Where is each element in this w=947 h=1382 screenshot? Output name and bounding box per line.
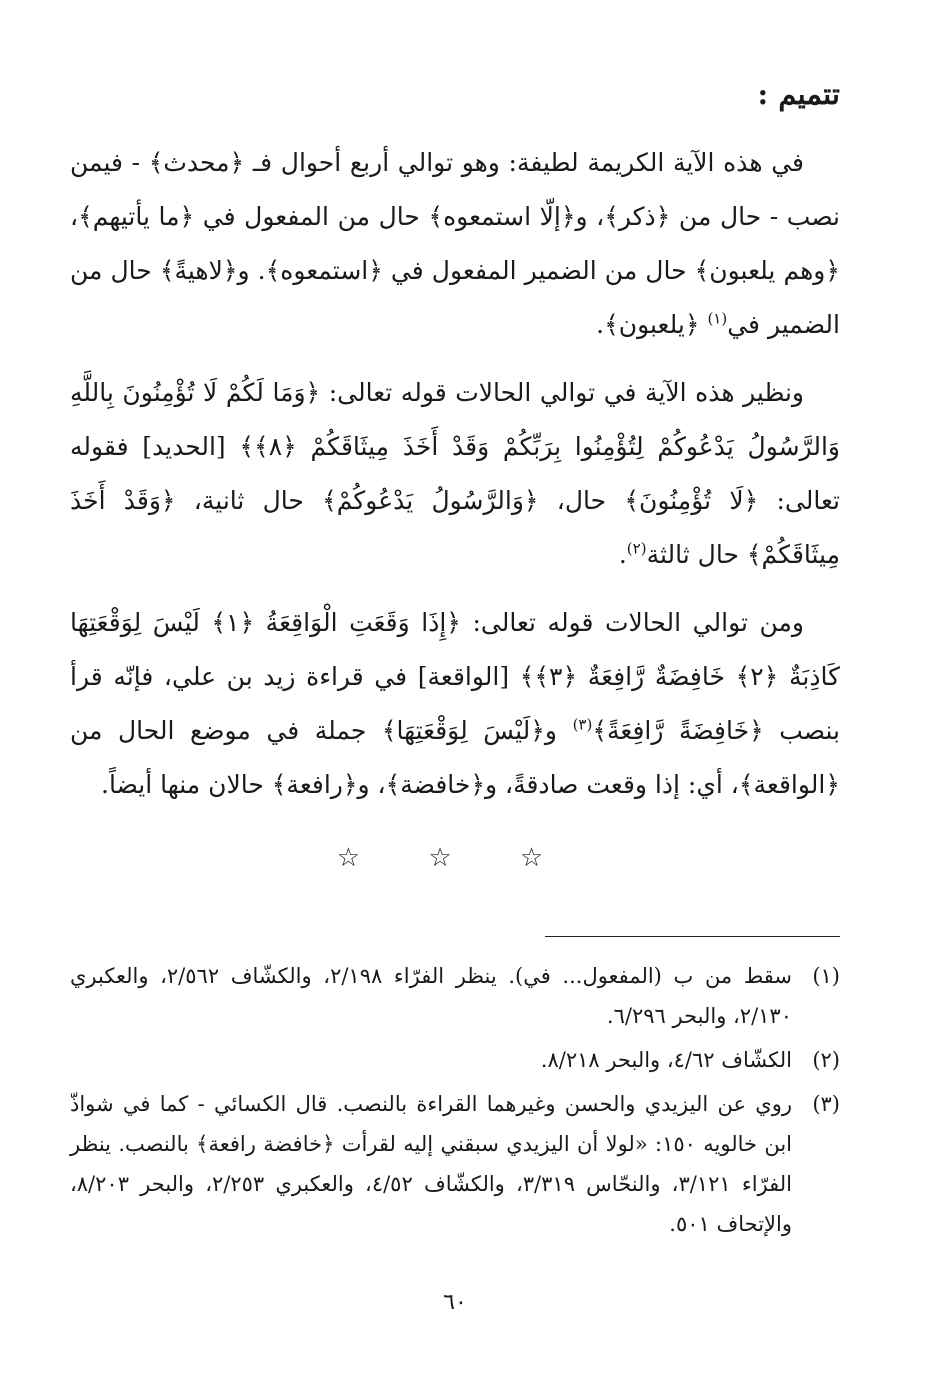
page bbox=[70, 70, 840, 1320]
footnote-divider bbox=[545, 936, 840, 937]
paragraph-1 bbox=[70, 136, 840, 352]
footnote-2 bbox=[70, 1040, 840, 1080]
paragraph-3-text: ومن توالي الحالات قوله تعالى: ﴿إِذَا وَقَعَتِ الْوَاقِعَةُ ﴿١﴾ لَيْسَ لِوَقْعَتِهَا كَاذِبَةٌ ﴿٢﴾ خَافِضَةٌ رَّافِعَةٌ ﴿٣﴾﴾ [الواقعة] في قراءة زيد بن علي، فإنّه قرأ بنصب ﴿خَافِضَةً رَّافِعَةً﴾ bbox=[70, 608, 840, 745]
paragraph-3-end: و﴿لَيْسَ لِوَقْعَتِهَا﴾ جملة في موضع الحال من ﴿الواقعة﴾، أي: إذا وقعت صادقةً، و﴿خافضة﴾، و﴿رافعة﴾ حالان منها أيضاً. bbox=[70, 716, 840, 799]
section-heading: تتميم : bbox=[757, 77, 840, 111]
footnote-number: (١) bbox=[812, 964, 840, 988]
paragraph-1-end: ﴿يلعبون﴾. bbox=[596, 310, 700, 339]
page-number: ٦٠ bbox=[443, 1290, 467, 1315]
footnote-ref-3: (٣) bbox=[572, 715, 593, 734]
section-separator-stars: ☆ ☆ ☆ bbox=[336, 843, 574, 873]
footnote-number: (٢) bbox=[812, 1048, 840, 1072]
footnote-text: سقط من ب (المفعول... في). ينظر الفرّاء ٢/١٩٨، والكشّاف ٢/٥٦٢، والعكبري ٢/١٣٠، والبحر ٦/٢٩٦. bbox=[70, 964, 792, 1028]
footnote-text: الكشّاف ٤/٦٢، والبحر ٨/٢١٨. bbox=[540, 1048, 792, 1072]
paragraph-2-end: . bbox=[618, 540, 627, 569]
footnote-3 bbox=[70, 1084, 840, 1244]
footnote-text: روي عن اليزيدي والحسن وغيرهما القراءة بالنصب. قال الكسائي - كما في شواذّ ابن خالويه ١٥٠: «لولا أن اليزيدي سبقني إليه لقرأت ﴿خافضة رافعة﴾ بالنصب. ينظر الفرّاء ٣/١٢١، والنحّاس ٣/٣١٩، والكشّاف ٤/٥٢، والعكبري ٢/٢٥٣، والبحر ٨/٢٠٣، والإتحاف ٥٠١. bbox=[70, 1092, 792, 1236]
paragraph-2 bbox=[70, 366, 840, 582]
footnote-number: (٣) bbox=[812, 1092, 840, 1116]
footnotes bbox=[70, 956, 840, 1248]
footnote-1 bbox=[70, 956, 840, 1036]
paragraph-2-text: ونظير هذه الآية في توالي الحالات قوله تعالى: ﴿وَمَا لَكُمْ لَا تُؤْمِنُونَ بِاللَّهِ وَالرَّسُولُ يَدْعُوكُمْ لِتُؤْمِنُوا بِرَبِّكُمْ وَقَدْ أَخَذَ مِيثَاقَكُمْ ﴿٨﴾﴾ [الحديد] فقوله تعالى: ﴿لَا تُؤْمِنُونَ﴾ حال، ﴿وَالرَّسُولُ يَدْعُوكُمْ﴾ حال ثانية، ﴿وَقَدْ أَخَذَ مِيثَاقَكُمْ﴾ حال ثالثة bbox=[70, 378, 840, 569]
paragraph-1-text: في هذه الآية الكريمة لطيفة: وهو توالي أربع أحوال فـ ﴿محدث﴾ - فيمن نصب - حال من ﴿ذكر﴾، و﴿إلّا استمعوه﴾ حال من المفعول في ﴿ما يأتيهم﴾، ﴿وهم يلعبون﴾ حال من الضمير المفعول في ﴿استمعوه﴾. و﴿لاهيةً﴾ حال من الضمير في bbox=[70, 148, 840, 339]
footnote-ref-2: (٢) bbox=[626, 539, 647, 558]
paragraph-3 bbox=[70, 596, 840, 812]
footnote-ref-1: (١) bbox=[707, 309, 728, 328]
